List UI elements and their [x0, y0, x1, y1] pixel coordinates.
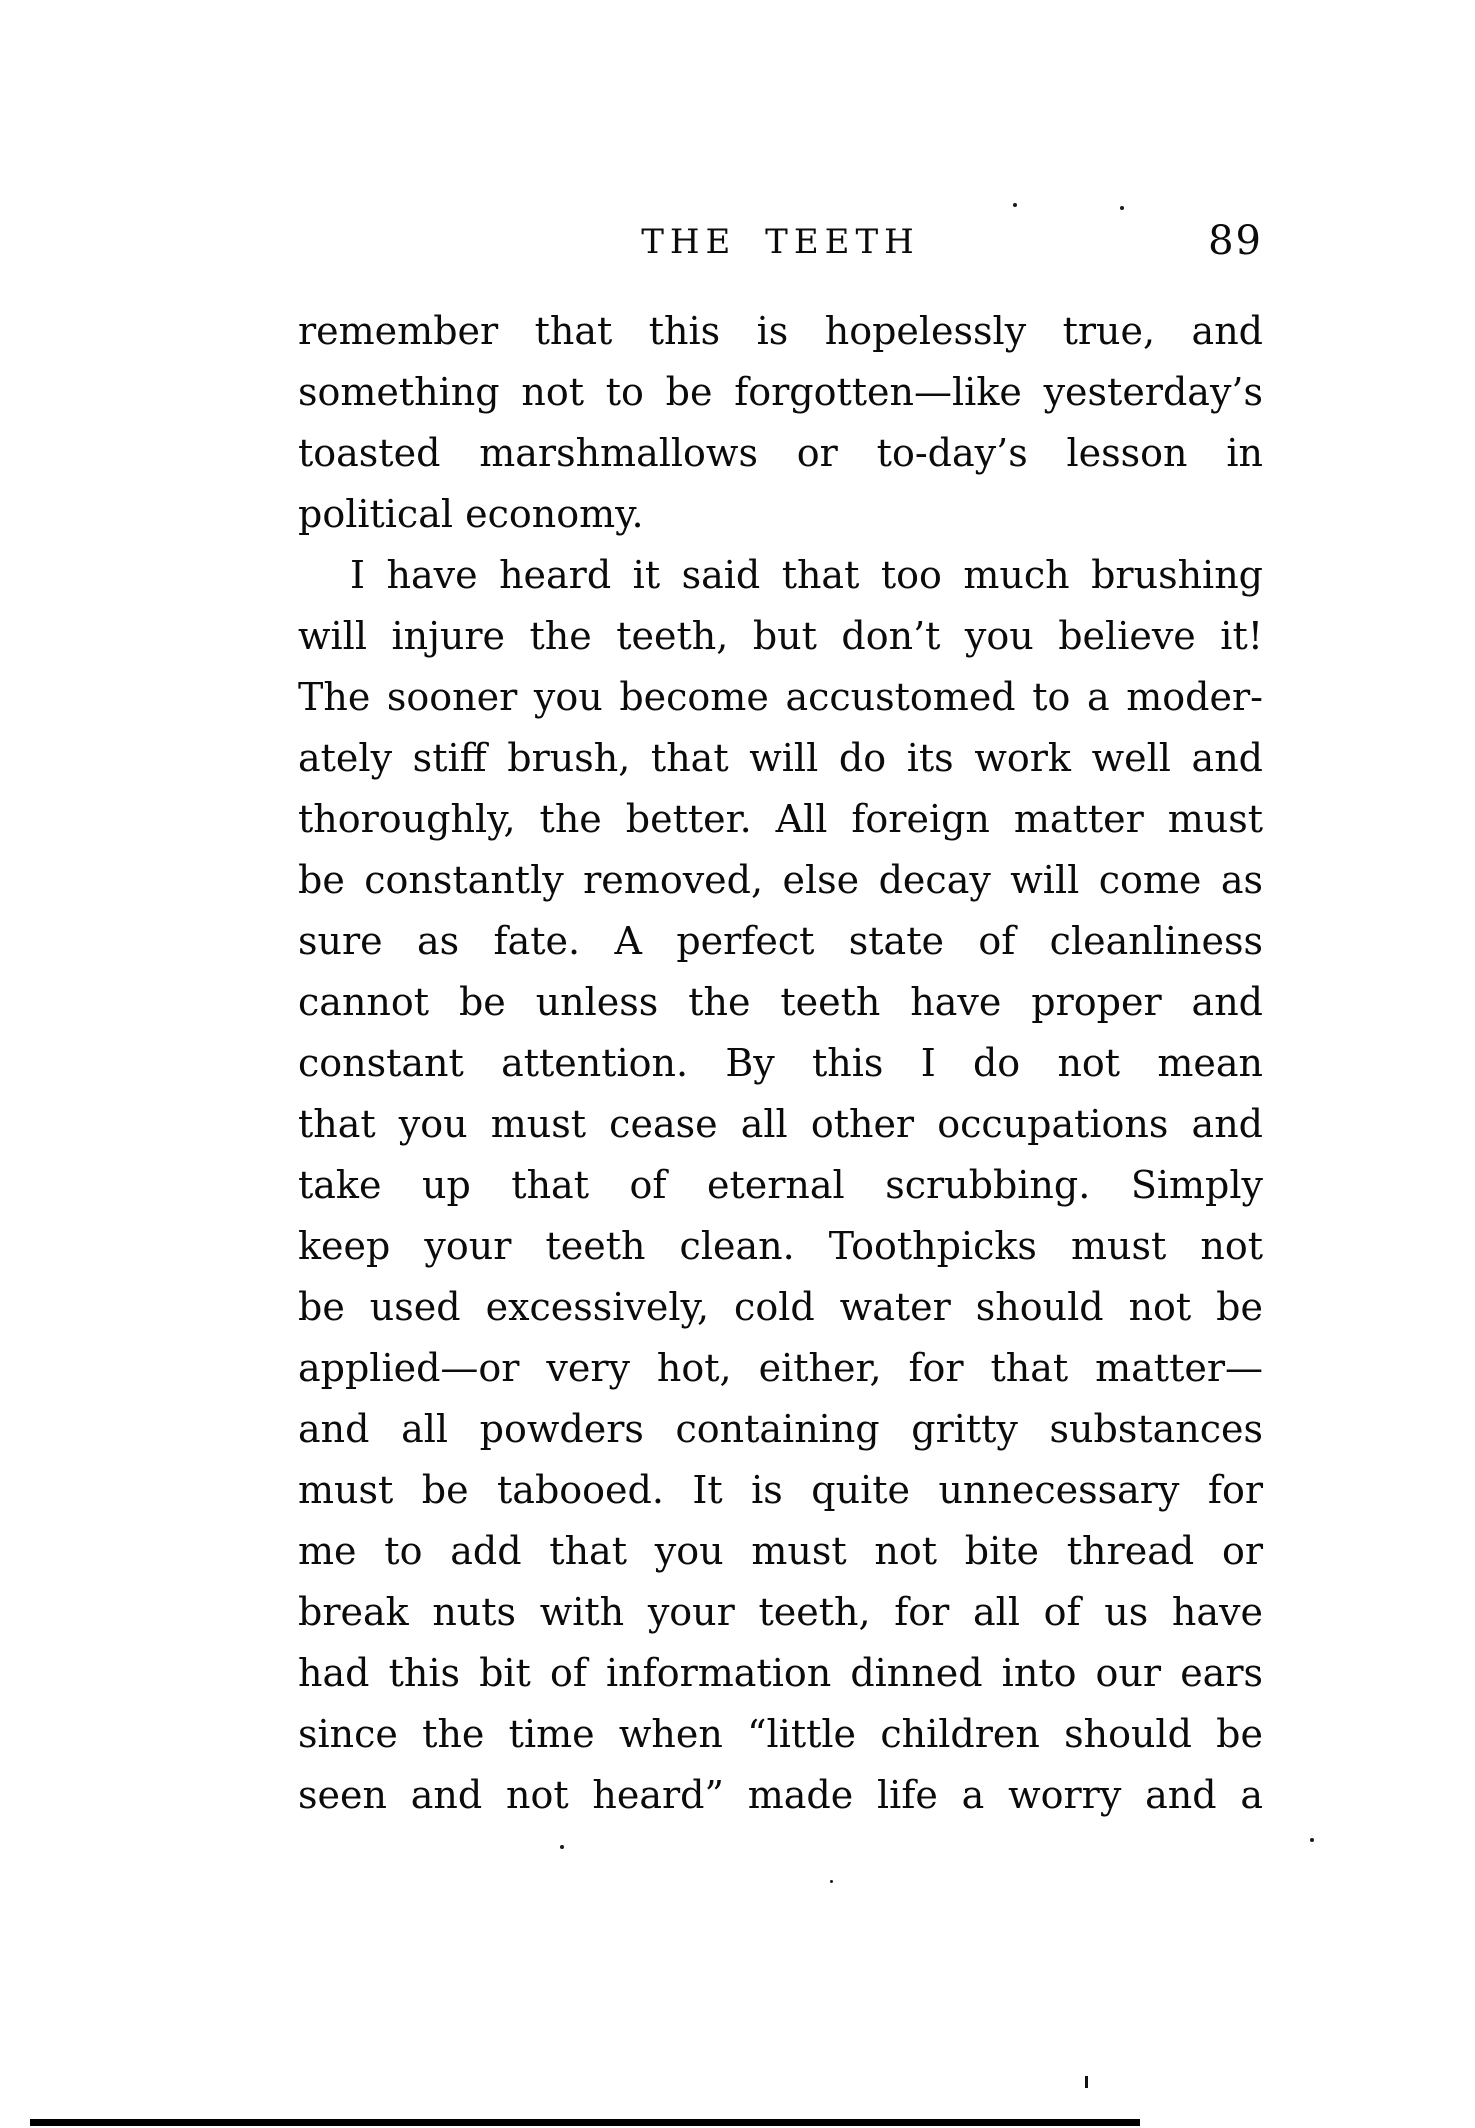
text-body	[298, 301, 1263, 1826]
text-line: since the time when “little children should be	[298, 1712, 1263, 1756]
text-line: keep your teeth clean. Toothpicks must not	[298, 1224, 1263, 1268]
text-line: sure as fate. A perfect state of cleanliness	[298, 919, 1263, 963]
text-line: be constantly removed, else decay will come as	[298, 858, 1263, 902]
text-line: take up that of eternal scrubbing. Simply	[298, 1163, 1263, 1207]
text-line: that you must cease all other occupations and	[298, 1102, 1263, 1146]
text-line: thoroughly, the better. All foreign matter must	[298, 797, 1263, 841]
text-line: applied—or very hot, either, for that matter—	[298, 1346, 1263, 1390]
text-line: constant attention. By this I do not mean	[298, 1041, 1263, 1085]
page-header	[298, 218, 1263, 272]
text-line: something not to be forgotten—like yesterday’s	[298, 370, 1263, 414]
scan-speck	[560, 1845, 564, 1849]
scan-line-artifact	[30, 2119, 1140, 2126]
text-line: seen and not heard” made life a worry and a	[298, 1773, 1263, 1817]
scan-speck	[1120, 206, 1124, 210]
text-line: be used excessively, cold water should not be	[298, 1285, 1263, 1329]
scan-speck	[1310, 1838, 1314, 1842]
text-line: remember that this is hopelessly true, and	[298, 309, 1263, 353]
text-line: I have heard it said that too much brushing	[350, 553, 1263, 597]
page-title: THE TEETH	[641, 222, 920, 262]
text-line: cannot be unless the teeth have proper and	[298, 980, 1263, 1024]
text-line: ately stiff brush, that will do its work well and	[298, 736, 1263, 780]
scan-speck	[830, 1880, 833, 1883]
text-line: me to add that you must not bite thread or	[298, 1529, 1263, 1573]
text-line: toasted marshmallows or to-day’s lesson in	[298, 431, 1263, 475]
text-line: will injure the teeth, but don’t you believe it!	[298, 614, 1263, 658]
text-line: and all powders containing gritty substances	[298, 1407, 1263, 1451]
text-line: had this bit of information dinned into our ears	[298, 1651, 1263, 1695]
scan-tick-artifact	[1085, 2076, 1088, 2088]
scan-speck	[1013, 203, 1017, 207]
text-line: The sooner you become accustomed to a moder-	[298, 675, 1263, 719]
text-line: break nuts with your teeth, for all of us have	[298, 1590, 1263, 1634]
text-line: must be tabooed. It is quite unnecessary for	[298, 1468, 1263, 1512]
text-line: political economy.	[298, 492, 644, 536]
page-number: 89	[1208, 218, 1263, 264]
